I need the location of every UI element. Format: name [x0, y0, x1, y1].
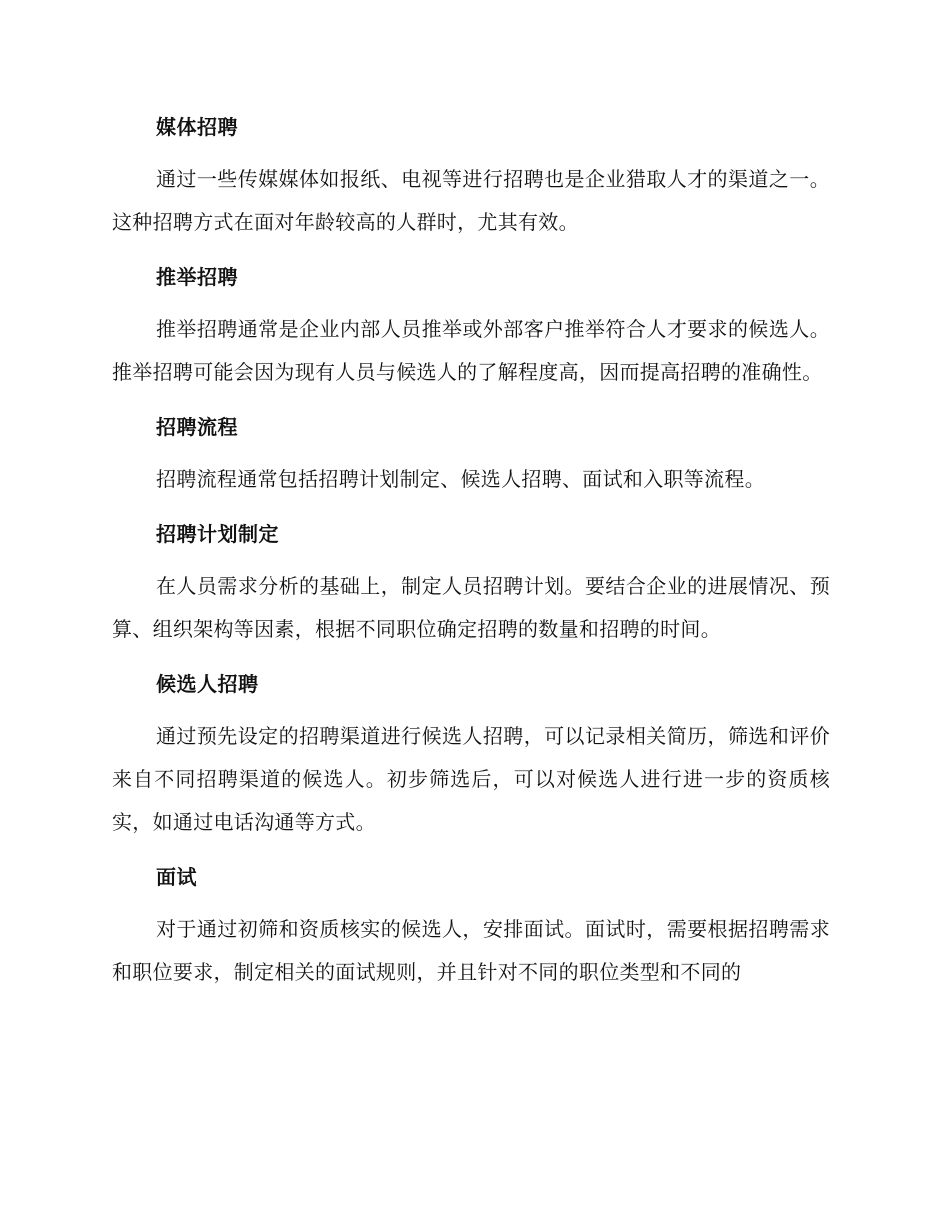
- section-heading: 招聘流程: [156, 415, 238, 439]
- section-heading: 媒体招聘: [156, 115, 238, 139]
- section-paragraph: 通过一些传媒媒体如报纸、电视等进行招聘也是企业猎取人才的渠道之一。这种招聘方式在面对年龄较高的人群时，尤其有效。: [112, 167, 830, 234]
- section-candidate-recruitment: [112, 665, 830, 844]
- section-media-recruitment: [112, 108, 830, 244]
- section-paragraph: 对于通过初筛和资质核实的候选人，安排面试。面试时，需要根据招聘需求和职位要求，制定相关的面试规则，并且针对不同的职位类型和不同的: [112, 917, 830, 984]
- section-paragraph: 招聘流程通常包括招聘计划制定、候选人招聘、面试和入职等流程。: [156, 467, 765, 491]
- section-paragraph: 在人员需求分析的基础上，制定人员招聘计划。要结合企业的进展情况、预算、组织架构等因素，根据不同职位确定招聘的数量和招聘的时间。: [112, 574, 830, 641]
- section-recruitment-process: [112, 408, 830, 501]
- section-heading: 面试: [156, 865, 197, 889]
- section-paragraph: 推举招聘通常是企业内部人员推举或外部客户推举符合人才要求的候选人。推举招聘可能会因为现有人员与候选人的了解程度高，因而提高招聘的准确性。: [112, 317, 830, 384]
- section-recruitment-plan: [112, 515, 830, 651]
- section-interview: [112, 858, 830, 994]
- section-heading: 招聘计划制定: [156, 522, 279, 546]
- section-heading: 候选人招聘: [156, 672, 259, 696]
- section-heading: 推举招聘: [156, 265, 238, 289]
- section-referral-recruitment: [112, 258, 830, 394]
- document-page: [112, 108, 830, 1008]
- section-paragraph: 通过预先设定的招聘渠道进行候选人招聘，可以记录相关简历，筛选和评价来自不同招聘渠道的候选人。初步筛选后，可以对候选人进行进一步的资质核实，如通过电话沟通等方式。: [112, 724, 830, 834]
